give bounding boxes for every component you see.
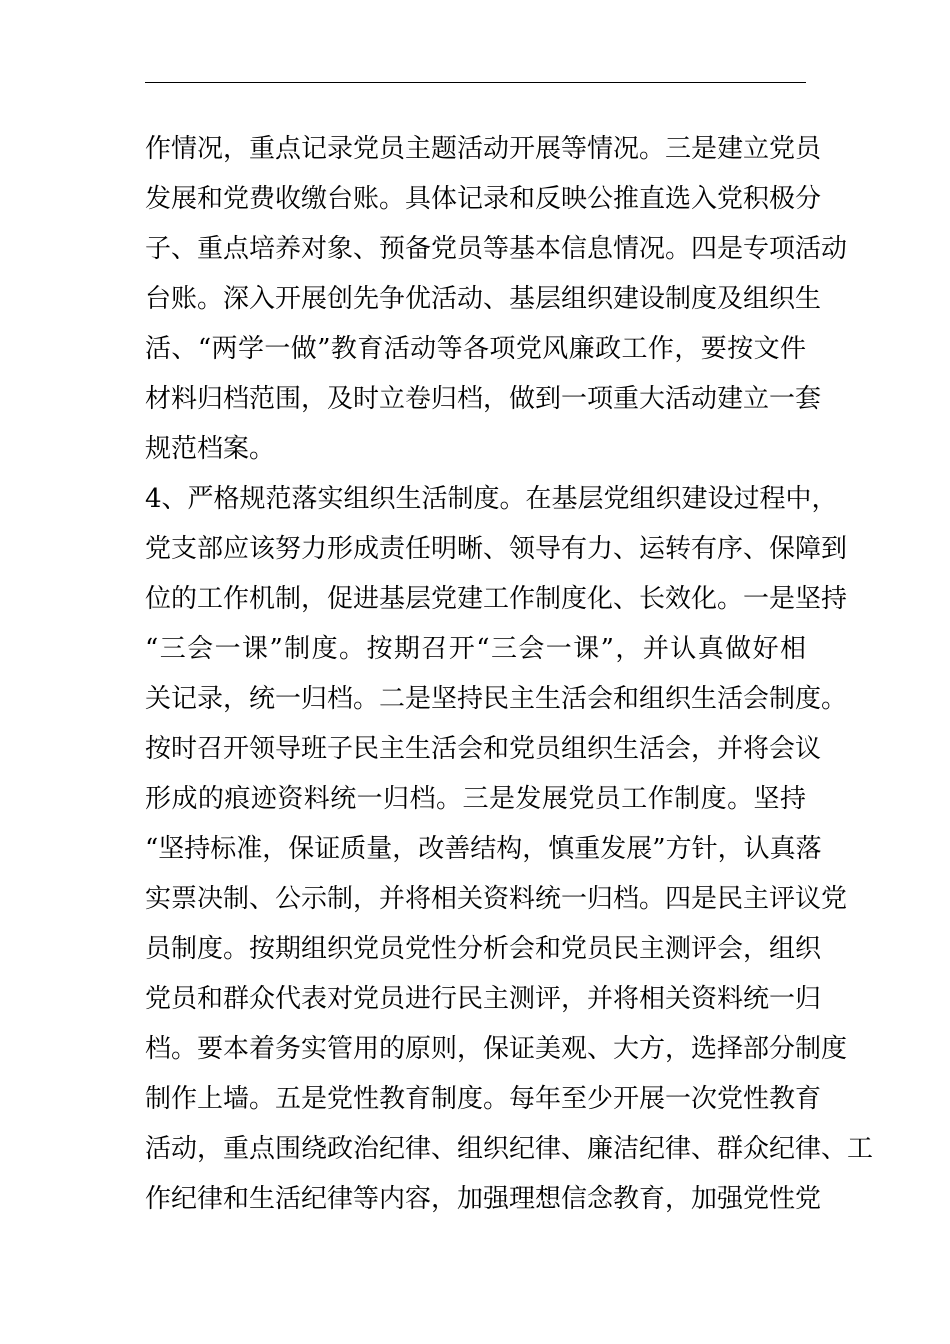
text-line-4: 台账。深入开展创先争优活动、基层组织建设制度及组织生	[145, 284, 822, 314]
text-line-2: 发展和党费收缴台账。具体记录和反映公推直选入党积极分	[145, 184, 822, 214]
text-line-13: 按时召开领导班子民主生活会和党员组织生活会，并将会议	[145, 734, 822, 764]
text-line-20: 制作上墙。五是党性教育制度。每年至少开展一次党性教育	[145, 1084, 822, 1114]
text-line-7: 规范档案。	[145, 434, 276, 464]
header-rule	[145, 82, 806, 83]
text-line-6: 材料归档范围，及时立卷归档，做到一项重大活动建立一套	[145, 384, 822, 414]
text-line-9: 党支部应该努力形成责任明晰、领导有力、运转有序、保障到	[145, 534, 848, 564]
text-line-22: 作纪律和生活纪律等内容，加强理想信念教育，加强党性党	[145, 1184, 822, 1214]
text-line-14: 形成的痕迹资料统一归档。三是发展党员工作制度。坚持	[145, 784, 806, 814]
text-line-17: 员制度。按期组织党员党性分析会和党员民主测评会，组织	[145, 934, 822, 964]
text-line-11: “三会一课”制度。按期召开“三会一课”，并认真做好相	[145, 634, 806, 664]
text-line-15: “坚持标准，保证质量，改善结构，慎重发展”方针，认真落	[145, 834, 822, 864]
document-body	[145, 124, 874, 1224]
text-line-21: 活动，重点围绕政治纪律、组织纪律、廉洁纪律、群众纪律、工	[145, 1134, 874, 1164]
text-line-10: 位的工作机制，促进基层党建工作制度化、长效化。一是坚持	[145, 584, 848, 614]
text-line-19: 档。要本着务实管用的原则，保证美观、大方，选择部分制度	[145, 1034, 848, 1064]
text-line-8: 4、严格规范落实组织生活制度。在基层党组织建设过程中，	[145, 484, 838, 514]
text-line-18: 党员和群众代表对党员进行民主测评，并将相关资料统一归	[145, 984, 822, 1014]
text-line-5: 活、“两学一做”教育活动等各项党风廉政工作，要按文件	[145, 334, 806, 364]
text-line-16: 实票决制、公示制，并将相关资料统一归档。四是民主评议党	[145, 884, 848, 914]
text-line-3: 子、重点培养对象、预备党员等基本信息情况。四是专项活动	[145, 234, 848, 264]
text-line-1: 作情况，重点记录党员主题活动开展等情况。三是建立党员	[145, 134, 822, 164]
text-line-12: 关记录，统一归档。二是坚持民主生活会和组织生活会制度。	[145, 684, 848, 714]
